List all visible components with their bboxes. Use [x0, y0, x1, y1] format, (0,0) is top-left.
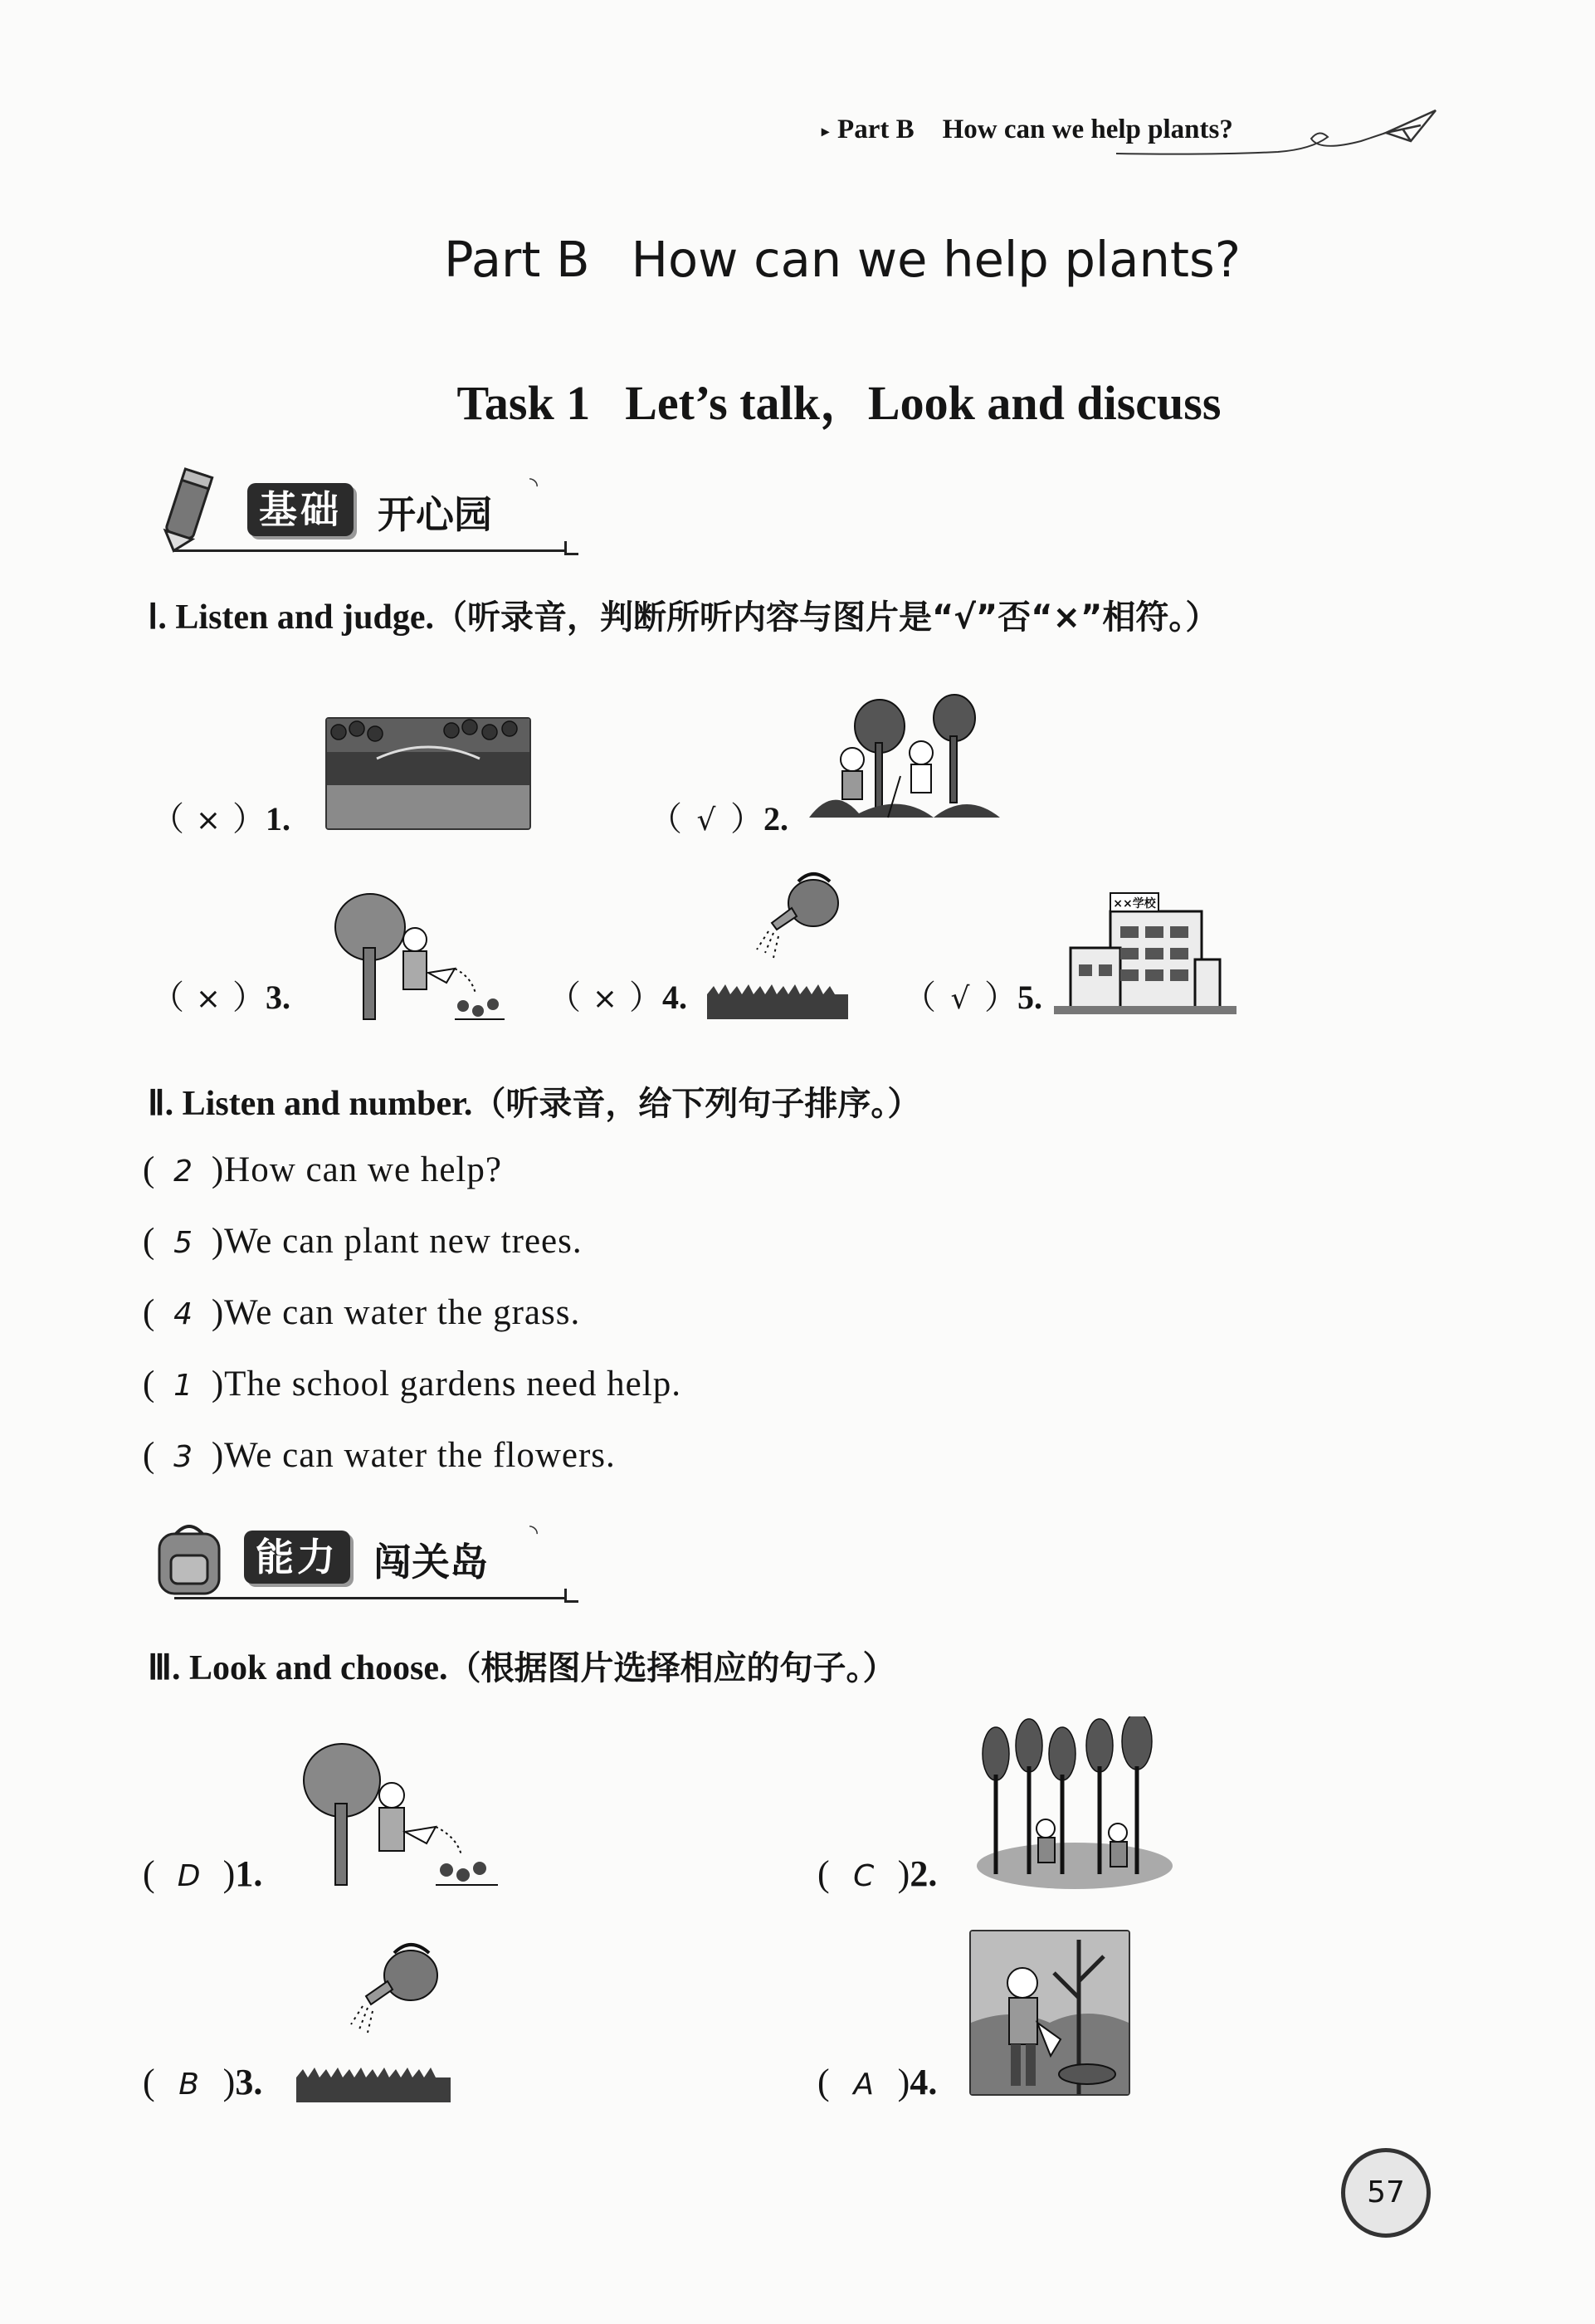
item-number: 4. — [662, 979, 687, 1016]
section-tag: 基础 — [247, 483, 354, 536]
task-text: Let’s talk，Look and discuss — [625, 376, 1222, 430]
people-planting-trees-image — [975, 1716, 1174, 1891]
girl-watering-flowers-image — [330, 890, 513, 1023]
q3-item-1: ( D )1. — [143, 1853, 263, 1894]
title-text: How can we help plants? — [631, 231, 1241, 288]
answer-mark: × — [195, 982, 222, 1016]
q3-item-2: ( C )2. — [817, 1853, 938, 1894]
q1-item-2: （ √ ）2. — [649, 800, 788, 838]
answer-mark: √ — [696, 803, 716, 837]
item-number: 3. — [235, 2062, 263, 2102]
q3-item-3: ( B )3. — [143, 2062, 263, 2102]
q1-instruction — [148, 591, 1218, 638]
item-number: 4. — [910, 2062, 938, 2102]
handwritten-answer: 3 — [173, 1440, 194, 1474]
header-topic: How can we help plants? — [942, 115, 1233, 144]
q1-item-1: （ × ）1. — [151, 800, 290, 838]
q3-instruction — [148, 1642, 896, 1689]
page-number: 57 — [1341, 2148, 1431, 2238]
corner-icon — [564, 541, 578, 555]
q2-item: ( 2 )How can we help? — [143, 1150, 502, 1189]
triangle-icon: ▸ — [822, 122, 830, 139]
q3-cn: （根据图片选择相应的句子。） — [447, 1649, 896, 1687]
backpack-icon — [149, 1517, 232, 1600]
title-part: Part B — [443, 231, 590, 288]
sentence-text: The school gardens need help. — [224, 1365, 681, 1404]
item-number: 2. — [763, 800, 788, 837]
paper-plane-icon — [1112, 104, 1444, 170]
signal-icon: ◝ — [529, 1521, 539, 1545]
q2-item: ( 3 )We can water the flowers. — [143, 1436, 616, 1475]
q1-item-4: （ × ）4. — [548, 979, 687, 1017]
item-number: 1. — [266, 800, 290, 837]
item-number: 3. — [266, 979, 290, 1016]
sentence-text: We can water the flowers. — [224, 1436, 616, 1475]
school-building-image — [1054, 890, 1236, 1014]
corner-icon — [564, 1589, 578, 1603]
pencil-icon — [149, 465, 224, 556]
q2-item: ( 5 )We can plant new trees. — [143, 1222, 583, 1261]
kids-planting-trees-image — [809, 693, 1000, 830]
item-number: 1. — [235, 1853, 263, 1894]
q1-item-5: （ √ ）5. — [903, 979, 1042, 1017]
section-banner-basic — [149, 465, 614, 564]
sunflower-garden-image — [325, 717, 531, 830]
answer-mark: × — [592, 982, 618, 1016]
handwritten-answer: A — [853, 2068, 874, 2102]
handwritten-answer: 1 — [173, 1369, 194, 1403]
sentence-text: How can we help? — [224, 1150, 502, 1189]
item-number: 5. — [1017, 979, 1042, 1016]
header-part: Part B — [837, 115, 915, 144]
signal-icon: ◝ — [529, 473, 539, 498]
q1-cn: （听录音，判断所听内容与图片是“√”否“×”相符。） — [433, 598, 1219, 637]
watering-can-grass-image — [295, 1938, 452, 2104]
section-banner-ability — [149, 1512, 614, 1612]
school-sign: ××学校 — [1113, 897, 1156, 911]
page-title — [0, 231, 1595, 288]
q2-instruction — [148, 1077, 920, 1125]
handwritten-answer: D — [177, 1859, 201, 1893]
answer-mark: × — [195, 803, 222, 837]
handwritten-answer: B — [178, 2068, 199, 2102]
q2-cn: （听录音，给下列句子排序。） — [472, 1085, 921, 1123]
section-tag: 能力 — [244, 1531, 350, 1584]
handwritten-answer: 5 — [173, 1226, 194, 1260]
task-title — [0, 364, 1595, 433]
item-number: 2. — [910, 1853, 938, 1894]
q2-item: ( 4 )We can water the grass. — [143, 1293, 581, 1332]
handwritten-answer: 2 — [173, 1155, 194, 1189]
banner-rule — [174, 549, 564, 552]
sentence-text: We can water the grass. — [224, 1293, 581, 1332]
section-name: 开心园 — [378, 492, 492, 537]
handwritten-answer: 4 — [173, 1297, 194, 1331]
q3-item-4: ( A )4. — [817, 2062, 938, 2102]
section-name: 闯关岛 — [373, 1540, 488, 1584]
task-label: Task 1 — [456, 376, 591, 430]
q1-label: Ⅰ. Listen and judge. — [148, 598, 434, 637]
q1-item-3: （ × ）3. — [151, 979, 290, 1017]
q3-label: Ⅲ. Look and choose. — [148, 1649, 448, 1687]
girl-watering-flowers-image — [299, 1739, 506, 1888]
answer-mark: √ — [950, 982, 970, 1016]
watering-can-grass-image — [705, 870, 851, 1023]
handwritten-answer: C — [853, 1859, 875, 1893]
q2-item: ( 1 )The school gardens need help. — [143, 1365, 681, 1404]
boy-watering-tree-image — [969, 1930, 1130, 2096]
sentence-text: We can plant new trees. — [224, 1222, 583, 1261]
banner-rule — [174, 1597, 564, 1599]
q2-label: Ⅱ. Listen and number. — [148, 1085, 473, 1123]
